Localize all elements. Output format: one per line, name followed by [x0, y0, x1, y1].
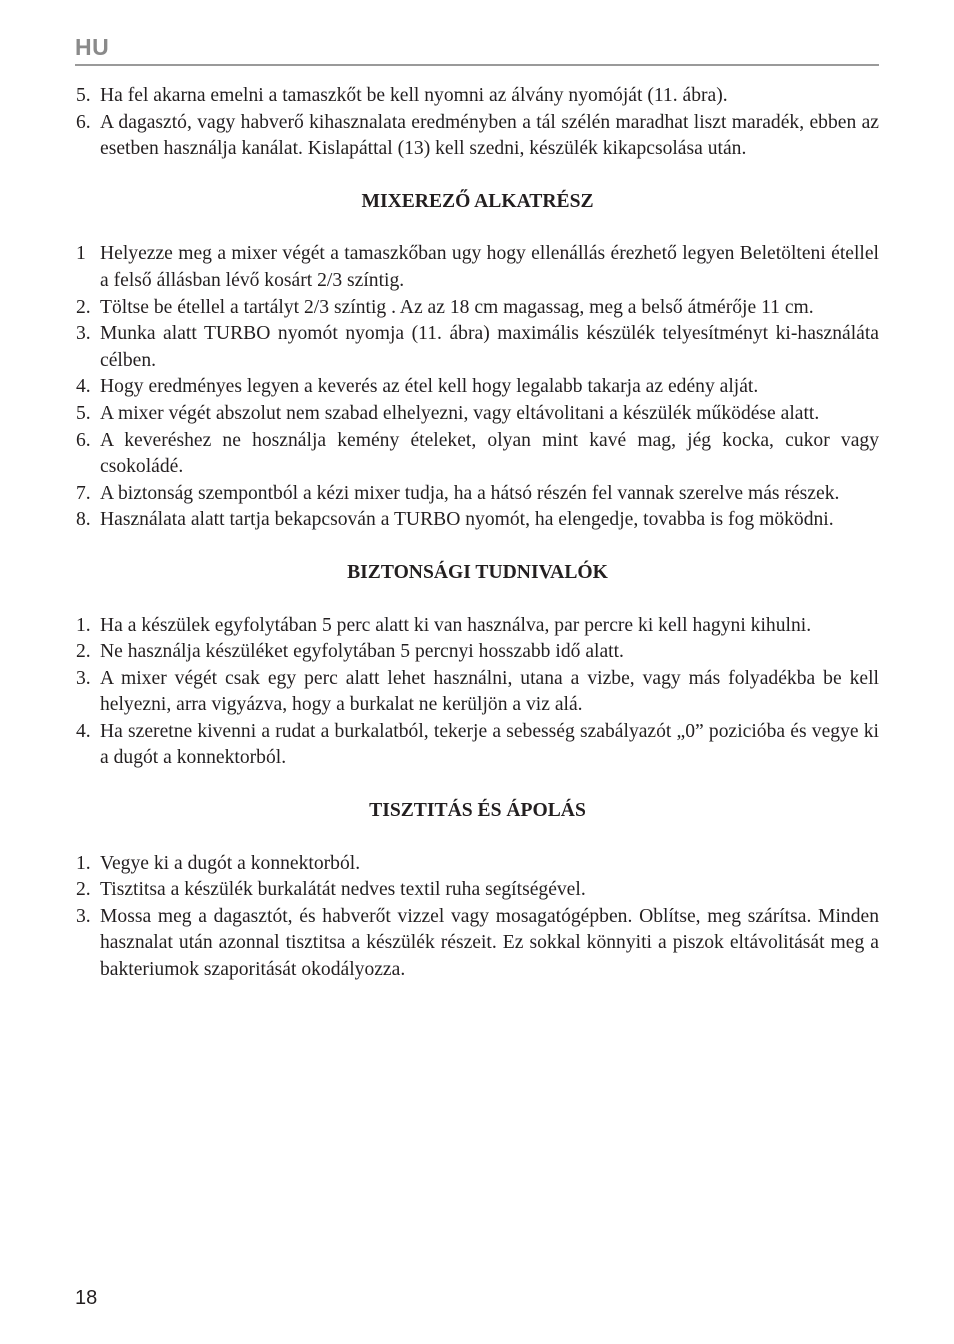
- section-heading: BIZTONSÁGI TUDNIVALÓK: [347, 561, 608, 583]
- item-number: 3.: [76, 905, 91, 927]
- intro-list: [76, 83, 879, 163]
- item-number: 3.: [76, 667, 91, 689]
- item-number: 6.: [76, 111, 91, 133]
- item-number: 3.: [76, 323, 91, 345]
- item-number: 1.: [76, 614, 91, 636]
- list-item: [76, 877, 879, 904]
- item-number: 8.: [76, 509, 91, 531]
- item-text: A mixer végét csak egy perc alatt lehet használni, utana a vizbe, vagy más folyadékba be kell helyezni, arra vigyázva, hogy a burkalat ne kerüljön a viz alá.: [100, 667, 879, 716]
- item-text: Munka alatt TURBO nyomót nyomja (11. ábra) maximális készülék telyesítményt ki-használáta célben.: [100, 323, 879, 371]
- list-item: [76, 110, 879, 163]
- list-item: [76, 241, 879, 294]
- list-item: [76, 428, 879, 481]
- list-item: [76, 83, 879, 110]
- section-heading: MIXEREZŐ ALKATRÉSZ: [361, 190, 594, 212]
- item-text: A mixer végét abszolut nem szabad elhelyezni, vagy eltávolitani a készülék működése alatt.: [100, 402, 820, 424]
- section-list: [76, 851, 879, 984]
- item-number: 6.: [76, 429, 91, 451]
- list-item: [76, 904, 879, 984]
- list-item: [76, 401, 879, 428]
- item-text: A dagasztó, vagy habverő kihasznalata eredményben a tál szélén maradhat liszt maradék, ebben az esetben használja kanálat. Kislapáttal (13) kell szedni, készülék kikapcsolása után.: [100, 111, 879, 160]
- section-list: [76, 613, 879, 773]
- item-number: 5.: [76, 85, 91, 106]
- document-body: [76, 83, 879, 984]
- item-text: Helyezze meg a mixer végét a tamaszkőban ugy hogy ellenállás érezhető legyen Beletölteni étellel a felső állásban lévő kosárt 2/3 színtig.: [100, 243, 879, 291]
- header-divider: [75, 64, 879, 66]
- item-text: A biztonság szempontból a kézi mixer tudja, ha a hátsó részén fel vannak szerelve más részek.: [100, 482, 840, 504]
- list-item: [76, 719, 879, 772]
- item-text: Töltse be étellel a tartályt 2/3 színtig . Az az 18 cm magassag, meg a belső átmérője 11 cm.: [100, 296, 814, 318]
- section-heading: TISZTITÁS ÉS ÁPOLÁS: [369, 800, 586, 822]
- list-item: [76, 639, 879, 666]
- item-number: 7.: [76, 482, 91, 504]
- list-item: [76, 481, 879, 508]
- item-text: Ha fel akarna emelni a tamaszkőt be kell nyomni az álvány nyomóját (11. ábra).: [100, 85, 728, 106]
- item-text: Ha szeretne kivenni a rudat a burkalatból, tekerje a sebesség szabályazót „0” pozicióba és vegye ki a dugót a konnektorból.: [100, 720, 879, 769]
- item-text: Mossa meg a dagasztót, és habverőt vizzel vagy mosagatógépben. Oblítse, meg szárítsa. Minden hasznalat után azonnal tisztitsa a készülék részeit. Ez sokkal könnyiti a piszok eltávolitását meg a bakteriumok szaporitását okodályozza.: [100, 905, 879, 981]
- item-text: Tisztitsa a készülék burkalátát nedves textil ruha segítségével.: [100, 879, 586, 901]
- list-item: [76, 666, 879, 719]
- section-list: [76, 241, 879, 534]
- item-number: 2.: [76, 879, 91, 901]
- item-text: Használata alatt tartja bekapcsován a TURBO nyomót, ha elengedje, tovabba is fog möködni.: [100, 509, 834, 531]
- item-number: 4.: [76, 720, 91, 742]
- list-item: [76, 613, 879, 640]
- language-label: HU: [75, 34, 110, 60]
- item-text: Vegye ki a dugót a konnektorból.: [100, 852, 361, 874]
- list-item: [76, 851, 879, 878]
- item-text: A keveréshez ne hosználja kemény ételeket, olyan mint kavé mag, jég kocka, cukor vagy csokoládé.: [100, 429, 879, 478]
- item-number: 2.: [76, 296, 91, 318]
- item-number: 1: [76, 243, 86, 265]
- item-number: 1.: [76, 852, 91, 874]
- item-number: 5.: [76, 402, 91, 424]
- item-text: Ha a készülek egyfolytában 5 perc alatt ki van használva, par percre ki kell hagyni kihulni.: [100, 614, 812, 636]
- item-text: Ne használja készüléket egyfolytában 5 percnyi hosszabb idő alatt.: [100, 641, 624, 663]
- item-text: Hogy eredményes legyen a keverés az étel kell hogy legalabb takarja az edény alját.: [100, 376, 759, 398]
- item-number: 2.: [76, 641, 91, 663]
- item-number: 4.: [76, 376, 91, 398]
- list-item: [76, 507, 879, 534]
- list-item: [76, 321, 879, 374]
- page-number: 18: [75, 1287, 98, 1309]
- list-item: [76, 295, 879, 322]
- list-item: [76, 374, 879, 401]
